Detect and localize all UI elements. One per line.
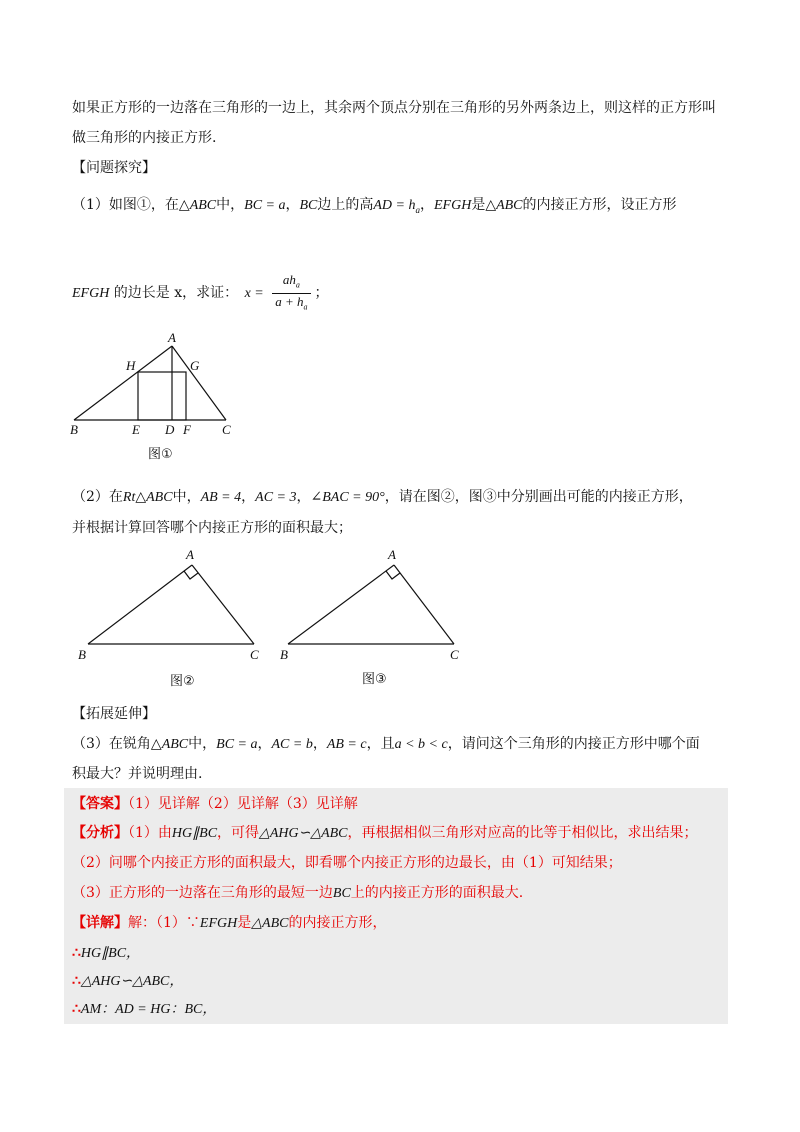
fig1-label-c: C: [222, 422, 231, 437]
q1-ad-subscript: a: [415, 204, 420, 215]
detail-triangle: △ABC: [251, 916, 289, 931]
q2-text-1: （2）在: [72, 489, 123, 505]
analysis-bc: BC: [332, 886, 351, 901]
answer-label: 【答案】: [72, 796, 128, 812]
detail-step-3: △AHG∽△ABC，: [80, 974, 184, 989]
q1-text-3: 边上的高: [317, 197, 374, 213]
analysis-text-3: ，再根据相似三角形对应高的比等于相似比，求出结果；: [347, 825, 698, 841]
detail-step-4: AM：AD = HG：BC，: [80, 1002, 217, 1017]
q1-fraction-denominator: a + h: [275, 293, 304, 309]
q2-ac: AC = 3: [255, 490, 297, 505]
figure-2: [72, 545, 272, 665]
q2-text-3: ，请在图②，图③中分别画出可能的内接正方形，: [384, 489, 693, 505]
fig2-label-c: C: [250, 647, 259, 662]
q3-ab: AB = c: [326, 737, 367, 752]
q3-sep-1: ，: [257, 736, 272, 752]
fig1-side-ab: [74, 346, 172, 420]
q1-bc: BC: [299, 198, 318, 213]
analysis-line-3: [72, 883, 523, 904]
fig3-side-ac: [394, 565, 454, 644]
q1-text-1: （1）如图①，在: [72, 197, 179, 213]
fig1-label-f: F: [183, 422, 191, 437]
detail-line-1: [72, 913, 386, 934]
question-3-line-1: [72, 734, 700, 755]
analysis-text-1: （1）由: [128, 825, 172, 841]
q3-sep-2: ，: [312, 736, 327, 752]
analysis-hg-parallel: HG∥BC: [171, 826, 218, 841]
q2-sep-1: ，: [241, 489, 256, 505]
q2-rt-triangle: Rt△ABC: [122, 490, 173, 505]
fig3-label-a: A: [388, 547, 396, 562]
fig3-label-c: C: [450, 647, 459, 662]
q3-triangle: △ABC: [150, 737, 189, 752]
detail-line-4: [72, 999, 216, 1020]
q3-text-2: 中，: [188, 736, 217, 752]
answer-text: （1）见详解（2）见详解（3）见详解: [128, 796, 358, 812]
section-extend-heading: 【拓展延伸】: [72, 706, 156, 722]
q3-text-3: ，且: [366, 736, 395, 752]
analysis-similar: △AHG∽△ABC: [259, 826, 348, 841]
q1-comma: ，: [285, 197, 300, 213]
figure-1-caption: 图①: [148, 447, 173, 462]
figure-2-caption: 图②: [170, 674, 195, 689]
q1-efgh-2: EFGH: [72, 286, 110, 302]
detail-text-1: 解：（1）∵: [128, 915, 200, 931]
fig2-side-ab: [88, 565, 192, 644]
intro-line-1: 如果正方形的一边落在三角形的一边上，其余两个顶点分别在三角形的另外两条边上，则这样的正方形叫: [72, 100, 716, 116]
fig1-label-a: A: [168, 330, 176, 345]
fig2-label-b: B: [78, 647, 86, 662]
intro-line-2: 做三角形的内接正方形.: [72, 130, 217, 146]
detail-label: 【详解】: [72, 915, 128, 931]
q1-triangle: △ABC: [178, 198, 217, 213]
section-explore-heading: 【问题探究】: [72, 160, 156, 176]
fig3-right-angle-mark: [386, 571, 400, 579]
q1-efgh: EFGH: [433, 198, 472, 213]
q1-text-5: 的内接正方形，设正方形: [522, 197, 677, 213]
analysis-line-2: （2）问哪个内接正方形的面积最大，即看哪个内接正方形的边最长，由（1）可知结果；: [72, 855, 622, 871]
detail-therefore-1: ∴: [72, 945, 81, 961]
fig1-label-b: B: [70, 422, 78, 437]
q1-text-4: 是: [471, 197, 486, 213]
analysis-text-2: ，可得: [217, 825, 260, 841]
fig3-side-ab: [288, 565, 394, 644]
q1-numerator-subscript: a: [295, 280, 300, 290]
detail-efgh: EFGH: [199, 916, 238, 931]
fig1-label-h: H: [126, 358, 136, 373]
q3-bc: BC = a: [216, 737, 258, 752]
detail-step-2: HG∥BC，: [80, 946, 141, 961]
answer-line: [72, 794, 358, 814]
detail-therefore-2: ∴: [72, 973, 81, 989]
q1-triangle-2: △ABC: [485, 198, 523, 213]
q2-angle: ∠BAC = 90°: [310, 490, 385, 505]
q1-comma-2: ，: [419, 197, 434, 213]
fig2-label-a: A: [186, 547, 194, 562]
q1-ad-eq: AD = h: [373, 198, 416, 213]
fig1-label-e: E: [132, 422, 140, 437]
fig2-right-angle-mark: [184, 571, 198, 579]
figure-3: [276, 545, 476, 665]
figure-3-caption: 图③: [362, 672, 387, 687]
q1-fraction-numerator: ah: [282, 272, 296, 287]
q2-ab: AB = 4: [200, 490, 242, 505]
detail-line-2: [72, 943, 140, 964]
analysis-text-4: （3）正方形的一边落在三角形的最短一边: [72, 885, 333, 901]
figure-1: [66, 330, 246, 440]
fig2-side-ac: [192, 565, 254, 644]
q1-formula-fraction: [272, 272, 310, 314]
detail-therefore-3: ∴: [72, 1001, 81, 1017]
analysis-text-5: 上的内接正方形的面积最大.: [350, 885, 524, 901]
detail-line-3: [72, 971, 183, 992]
fig1-square-efgh: [138, 372, 186, 420]
q2-text-2: 中，: [172, 489, 201, 505]
q1-text-6: 的边长是 x，求证：: [113, 285, 239, 302]
fig1-label-d: D: [165, 422, 175, 437]
q3-text-1: （3）在锐角: [72, 736, 151, 752]
q3-ac: AC = b: [271, 737, 313, 752]
fig1-label-g: G: [190, 358, 200, 373]
question-3-line-2: 积最大？并说明理由.: [72, 766, 203, 782]
detail-text-2: 是: [237, 915, 252, 931]
fig3-label-b: B: [280, 647, 288, 662]
q1-text-2: 中，: [216, 197, 245, 213]
q3-inequality: a < b < c: [394, 737, 448, 752]
analysis-label: 【分析】: [72, 825, 128, 841]
q3-text-4: ，请问这个三角形的内接正方形中哪个面: [447, 736, 700, 752]
question-1-line-1: [72, 195, 677, 220]
analysis-line-1: [72, 823, 698, 844]
q2-sep-2: ，: [296, 489, 311, 505]
q1-end: ；: [314, 285, 329, 302]
question-2-line-1: [72, 487, 693, 508]
question-2-line-2: 并根据计算回答哪个内接正方形的面积最大；: [72, 520, 352, 536]
q1-bc-eq: BC = a: [244, 198, 286, 213]
q1-denominator-subscript: a: [303, 302, 308, 312]
detail-text-3: 的内接正方形，: [288, 915, 387, 931]
q1-formula-lhs: x =: [244, 286, 264, 302]
question-1-line-2: [72, 272, 329, 314]
